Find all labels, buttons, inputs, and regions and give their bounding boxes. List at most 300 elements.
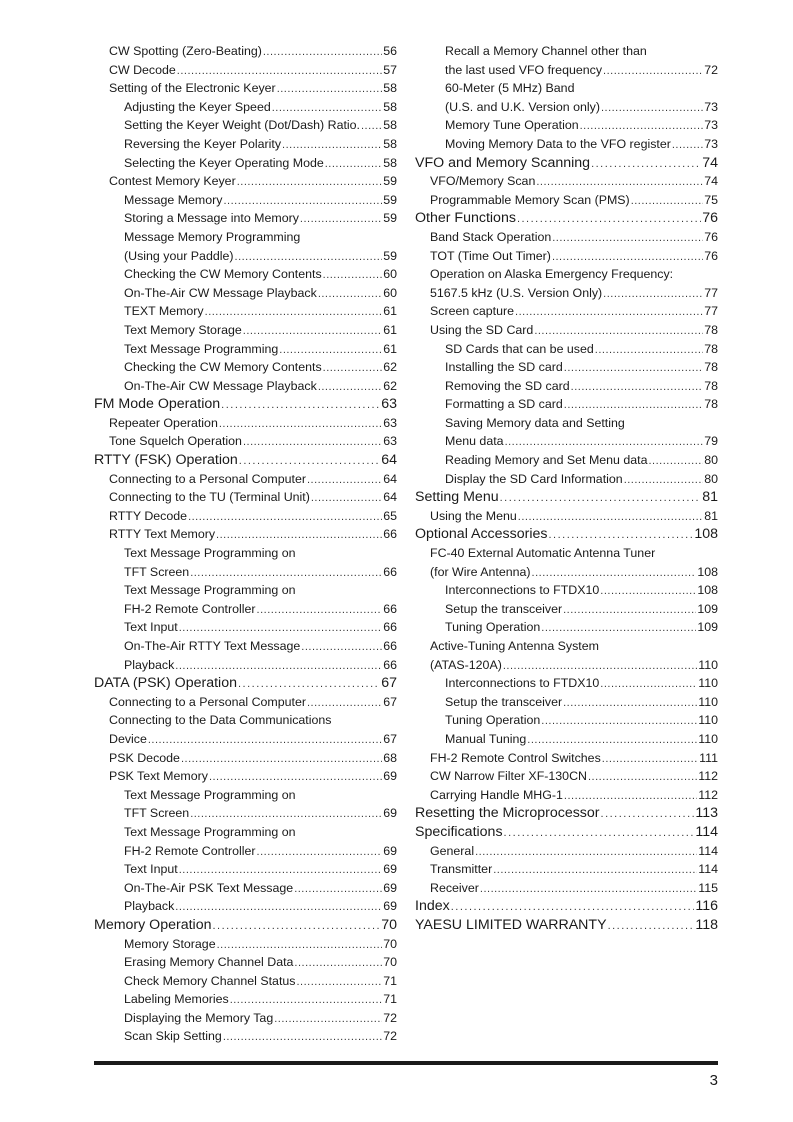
toc-entry-page: 73 <box>704 118 718 133</box>
toc-entry-label: YAESU LIMITED WARRANTY <box>415 916 607 933</box>
toc-entry-page: 81 <box>704 508 718 523</box>
toc-entry[interactable] <box>415 79 718 98</box>
toc-entry[interactable] <box>94 637 397 656</box>
toc-entry[interactable] <box>94 377 397 396</box>
toc-entry-page: 60 <box>383 285 397 300</box>
toc-entry[interactable] <box>94 916 397 935</box>
toc-entry[interactable] <box>415 693 718 712</box>
toc-entry-page: 71 <box>383 973 397 988</box>
toc-entry[interactable] <box>415 581 718 600</box>
toc-leader-dots <box>564 786 697 806</box>
toc-entry[interactable] <box>415 451 718 470</box>
toc-entry[interactable] <box>94 563 397 582</box>
toc-entry-page: 67 <box>383 694 397 709</box>
toc-entry[interactable] <box>94 61 397 80</box>
toc-leader-dots <box>325 154 382 174</box>
toc-entry[interactable] <box>415 916 718 935</box>
toc-entry-page: 66 <box>383 527 397 542</box>
toc-leader-dots <box>257 600 383 620</box>
toc-entry[interactable] <box>94 990 397 1009</box>
toc-entry-label: Optional Accessories <box>415 526 548 543</box>
toc-entry[interactable] <box>415 786 718 805</box>
toc-entry[interactable] <box>415 42 718 61</box>
toc-entry-label: Playback <box>124 899 175 914</box>
toc-entry[interactable] <box>415 340 718 359</box>
toc-leader-dots <box>282 135 382 155</box>
toc-entry-label: FH-2 Remote Controller <box>124 843 256 858</box>
toc-entry[interactable] <box>94 842 397 861</box>
toc-entry-label: Receiver <box>430 880 479 895</box>
toc-entry-label: PSK Text Memory <box>109 769 208 784</box>
toc-entry[interactable] <box>94 656 397 675</box>
toc-entry[interactable] <box>415 432 718 451</box>
toc-leader-dots <box>243 432 382 452</box>
toc-entry-page: 59 <box>383 248 397 263</box>
toc-entry-label: Text Message Programming on <box>124 583 296 598</box>
toc-entry[interactable] <box>94 135 397 154</box>
toc-entry-label: TOT (Time Out Timer) <box>430 248 551 263</box>
toc-leader-dots <box>600 674 697 694</box>
toc-entry-page: 69 <box>383 769 397 784</box>
toc-entry[interactable] <box>94 767 397 786</box>
toc-entry-label: Connecting to the Data Communications <box>109 713 332 728</box>
toc-entry-page: 115 <box>698 880 718 895</box>
toc-leader-dots <box>603 61 703 81</box>
toc-entry-page: 110 <box>698 694 718 709</box>
toc-entry-label: Saving Memory data and Setting <box>445 415 625 430</box>
toc-entry[interactable] <box>415 470 718 489</box>
toc-entry-label: VFO and Memory Scanning <box>415 154 591 171</box>
toc-entry-label: Message Memory Programming <box>124 229 301 244</box>
toc-entry[interactable] <box>94 730 397 749</box>
toc-leader-dots <box>296 972 382 992</box>
toc-entry-page: 71 <box>383 992 397 1007</box>
toc-entry-label: Connecting to the TU (Terminal Unit) <box>109 490 310 505</box>
toc-entry[interactable] <box>94 581 397 600</box>
toc-entry-page: 108 <box>694 526 718 543</box>
toc-leader-dots <box>175 656 382 676</box>
toc-entry[interactable] <box>415 544 718 563</box>
toc-entry-label: (Using your Paddle) <box>124 248 234 263</box>
toc-leader-dots <box>503 656 697 676</box>
toc-leader-dots <box>541 618 696 638</box>
toc-entry-label: Checking the CW Memory Contents <box>124 267 322 282</box>
toc-entry-label: VFO/Memory Scan <box>430 174 536 189</box>
toc-leader-dots <box>541 711 697 731</box>
toc-entry-page: 73 <box>704 136 718 151</box>
toc-entry-page: 80 <box>704 453 718 468</box>
toc-entry-page: 76 <box>704 229 718 244</box>
toc-entry[interactable] <box>415 823 718 842</box>
toc-entry-label: Selecting the Keyer Operating Mode <box>124 155 324 170</box>
toc-entry[interactable] <box>94 340 397 359</box>
toc-leader-dots <box>517 209 701 229</box>
toc-leader-dots <box>294 879 382 899</box>
toc-leader-dots <box>307 470 382 490</box>
toc-entry[interactable] <box>415 116 718 135</box>
toc-leader-dots <box>600 581 696 601</box>
toc-entry-page: 58 <box>383 99 397 114</box>
toc-entry[interactable] <box>94 191 397 210</box>
toc-entry-page: 69 <box>383 880 397 895</box>
toc-entry-label: Formatting a SD card <box>445 397 563 412</box>
toc-entry[interactable] <box>94 265 397 284</box>
toc-entry[interactable] <box>94 79 397 98</box>
toc-leader-dots <box>221 395 380 415</box>
toc-entry-page: 69 <box>383 862 397 877</box>
toc-entry-label: Tuning Operation <box>445 713 541 728</box>
toc-entry-label: RTTY Decode <box>109 508 188 523</box>
toc-entry-label: Removing the SD card <box>445 378 570 393</box>
toc-entry[interactable] <box>94 711 397 730</box>
toc-entry-label: On-The-Air CW Message Playback <box>124 378 317 393</box>
toc-leader-dots <box>532 563 697 583</box>
toc-entry-label: Display the SD Card Information <box>445 471 623 486</box>
toc-entry-page: 69 <box>383 899 397 914</box>
toc-entry[interactable] <box>94 1009 397 1028</box>
toc-entry-page: 76 <box>704 248 718 263</box>
toc-entry[interactable] <box>415 321 718 340</box>
toc-entry-page: 59 <box>383 192 397 207</box>
toc-entry-label: TEXT Memory <box>124 304 204 319</box>
toc-entry-label: Memory Storage <box>124 936 216 951</box>
toc-entry-label: Storing a Message into Memory <box>124 211 299 226</box>
toc-entry[interactable] <box>415 172 718 191</box>
toc-leader-dots <box>311 488 382 508</box>
toc-entry-label: Memory Tune Operation <box>445 118 579 133</box>
toc-entry-page: 66 <box>383 657 397 672</box>
toc-entry-label: Message Memory <box>124 192 223 207</box>
toc-entry[interactable] <box>415 749 718 768</box>
toc-entry-page: 110 <box>698 676 718 691</box>
toc-leader-dots <box>624 470 704 490</box>
toc-entry-label: Reversing the Keyer Polarity <box>124 136 282 151</box>
toc-entry-page: 61 <box>383 322 397 337</box>
toc-entry-page: 66 <box>383 620 397 635</box>
toc-entry[interactable] <box>415 377 718 396</box>
toc-entry[interactable] <box>94 786 397 805</box>
toc-entry-label: Setting the Keyer Weight (Dot/Dash) Ratio. <box>124 118 360 133</box>
toc-entry-page: 63 <box>383 434 397 449</box>
toc-leader-dots <box>148 730 382 750</box>
toc-leader-dots <box>493 860 697 880</box>
toc-entry[interactable] <box>415 656 718 675</box>
toc-entry-page: 65 <box>383 508 397 523</box>
toc-entry-label: Operation on Alaska Emergency Frequency: <box>430 267 674 282</box>
toc-entry-label: Carrying Handle MHG-1 <box>430 787 563 802</box>
toc-leader-dots <box>190 804 382 824</box>
toc-entry-page: 74 <box>704 174 718 189</box>
toc-entry[interactable] <box>415 600 718 619</box>
toc-entry[interactable] <box>94 172 397 191</box>
toc-entry[interactable] <box>94 1027 397 1046</box>
toc-entry[interactable] <box>94 247 397 266</box>
toc-entry-page: 116 <box>695 898 718 915</box>
toc-entry[interactable] <box>94 693 397 712</box>
toc-entry[interactable] <box>94 618 397 637</box>
toc-entry-label: Contest Memory Keyer <box>109 174 236 189</box>
toc-entry[interactable] <box>94 600 397 619</box>
toc-entry[interactable] <box>415 135 718 154</box>
toc-entry-label: Text Message Programming on <box>124 787 296 802</box>
toc-entry[interactable] <box>415 488 718 507</box>
toc-entry-label: CW Decode <box>109 62 176 77</box>
toc-entry[interactable] <box>415 358 718 377</box>
toc-entry-label: On-The-Air RTTY Text Message <box>124 639 301 653</box>
toc-entry-label: Index <box>415 898 450 915</box>
toc-entry-page: 78 <box>704 322 718 337</box>
toc-entry[interactable] <box>415 730 718 749</box>
toc-entry-page: 62 <box>383 360 397 375</box>
toc-leader-dots <box>527 730 697 750</box>
toc-column-right <box>415 42 718 935</box>
toc-entry[interactable] <box>94 823 397 842</box>
toc-entry[interactable] <box>94 395 397 414</box>
toc-leader-dots <box>217 935 383 955</box>
toc-entry-label: Setting Menu <box>415 489 499 506</box>
toc-entry-label: CW Narrow Filter XF-130CN <box>430 769 587 784</box>
toc-leader-dots <box>239 451 380 471</box>
toc-entry[interactable] <box>415 674 718 693</box>
toc-leader-dots <box>601 804 695 824</box>
toc-leader-dots <box>608 916 695 936</box>
toc-entry-label: Transmitter <box>430 862 493 877</box>
toc-entry-page: 78 <box>704 397 718 412</box>
toc-leader-dots <box>235 247 383 267</box>
toc-entry-page: 66 <box>383 601 397 616</box>
toc-leader-dots <box>515 302 703 322</box>
toc-leader-dots <box>518 507 703 527</box>
toc-leader-dots <box>504 823 695 843</box>
toc-entry[interactable] <box>94 98 397 117</box>
toc-leader-dots <box>175 897 382 917</box>
toc-leader-dots <box>318 284 382 304</box>
toc-entry[interactable] <box>94 972 397 991</box>
toc-entry[interactable] <box>94 674 397 693</box>
toc-leader-dots <box>563 600 696 620</box>
toc-entry-label: (ATAS-120A) <box>430 657 502 672</box>
toc-entry-page: 81 <box>702 489 718 506</box>
toc-entry-label: Using the Menu <box>430 508 517 523</box>
toc-entry[interactable] <box>415 209 718 228</box>
toc-entry-label: Active-Tuning Antenna System <box>430 639 599 653</box>
toc-entry-page: 72 <box>704 62 718 77</box>
toc-entry[interactable] <box>94 414 397 433</box>
toc-entry-label: PSK Decode <box>109 750 180 765</box>
toc-entry[interactable] <box>415 563 718 582</box>
toc-entry[interactable] <box>94 284 397 303</box>
toc-entry[interactable] <box>94 879 397 898</box>
toc-entry-page: 111 <box>699 750 718 765</box>
toc-leader-dots <box>177 61 382 81</box>
toc-entry-label: Tone Squelch Operation <box>109 434 242 449</box>
toc-leader-dots <box>649 451 704 471</box>
toc-entry[interactable] <box>415 711 718 730</box>
toc-entry-label: TFT Screen <box>124 806 190 821</box>
toc-entry-page: 114 <box>695 823 718 840</box>
toc-leader-dots <box>500 488 702 508</box>
toc-entry-page: 70 <box>383 955 397 970</box>
footer-rule <box>94 1061 718 1065</box>
toc-entry-label: Text Message Programming <box>124 341 279 356</box>
toc-entry-label: Using the SD Card <box>430 322 534 337</box>
toc-entry[interactable] <box>415 804 718 823</box>
toc-entry-page: 113 <box>695 805 718 822</box>
toc-leader-dots <box>179 860 382 880</box>
toc-entry[interactable] <box>94 897 397 916</box>
toc-entry-page: 62 <box>383 378 397 393</box>
toc-entry[interactable] <box>415 395 718 414</box>
toc-entry[interactable] <box>415 191 718 210</box>
toc-entry[interactable] <box>415 154 718 173</box>
toc-leader-dots <box>564 395 703 415</box>
toc-leader-dots <box>209 767 382 787</box>
toc-entry[interactable] <box>415 842 718 861</box>
toc-entry[interactable] <box>94 470 397 489</box>
toc-entry-page: 60 <box>383 267 397 282</box>
toc-entry-label: Screen capture <box>430 304 515 319</box>
toc-entry[interactable] <box>94 488 397 507</box>
toc-entry-label: Setup the transceiver <box>445 601 563 616</box>
toc-entry[interactable] <box>94 116 397 135</box>
toc-leader-dots <box>672 135 703 155</box>
toc-entry-page: 112 <box>698 769 718 784</box>
toc-entry[interactable] <box>94 525 397 544</box>
toc-entry-label: Scan Skip Setting <box>124 1029 222 1044</box>
toc-entry-label: FC-40 External Automatic Antenna Tuner <box>430 546 656 561</box>
toc-entry[interactable] <box>94 302 397 321</box>
toc-entry-page: 110 <box>698 657 718 672</box>
toc-entry-label: (for Wire Antenna) <box>430 564 531 579</box>
toc-leader-dots <box>300 209 382 229</box>
toc-leader-dots <box>238 674 380 694</box>
toc-leader-dots <box>588 767 697 787</box>
toc-entry[interactable] <box>415 284 718 303</box>
toc-entry[interactable] <box>415 637 718 656</box>
toc-entry-page: 67 <box>383 731 397 746</box>
toc-entry[interactable] <box>415 879 718 898</box>
toc-entry-label: Band Stack Operation <box>430 229 552 244</box>
toc-entry[interactable] <box>94 804 397 823</box>
toc-leader-dots <box>257 842 383 862</box>
toc-entry-page: 58 <box>383 118 397 133</box>
toc-entry[interactable] <box>415 265 718 284</box>
toc-entry[interactable] <box>94 953 397 972</box>
toc-entry-label: Setting of the Electronic Keyer <box>109 81 276 96</box>
toc-entry-page: 108 <box>697 583 718 598</box>
toc-entry-page: 76 <box>702 210 718 227</box>
toc-leader-dots <box>601 98 703 118</box>
toc-entry-label: FM Mode Operation <box>94 396 221 413</box>
toc-entry-page: 73 <box>704 99 718 114</box>
toc-leader-dots <box>263 42 382 62</box>
toc-entry-label: Other Functions <box>415 210 516 227</box>
toc-entry-label: (U.S. and U.K. Version only) <box>445 99 600 114</box>
toc-entry[interactable] <box>415 525 718 544</box>
toc-leader-dots <box>564 358 703 378</box>
toc-leader-dots <box>301 637 382 657</box>
toc-leader-dots <box>318 377 382 397</box>
toc-entry[interactable] <box>415 897 718 916</box>
toc-leader-dots <box>475 842 697 862</box>
toc-entry-page: 80 <box>704 471 718 486</box>
toc-entry[interactable] <box>415 302 718 321</box>
toc-entry-page: 110 <box>698 713 718 728</box>
toc-leader-dots <box>480 879 697 899</box>
toc-leader-dots <box>451 897 695 917</box>
toc-entry-label: RTTY (FSK) Operation <box>94 452 238 469</box>
toc-entry[interactable] <box>415 767 718 786</box>
toc-entry[interactable] <box>415 228 718 247</box>
toc-entry[interactable] <box>94 860 397 879</box>
toc-entry-page: 114 <box>698 843 718 858</box>
toc-entry-page: 77 <box>704 285 718 300</box>
toc-entry[interactable] <box>94 544 397 563</box>
toc-column-left <box>94 42 397 1046</box>
toc-entry-page: 66 <box>383 639 397 653</box>
toc-entry[interactable] <box>94 209 397 228</box>
toc-leader-dots <box>216 525 382 545</box>
toc-entry[interactable] <box>94 935 397 954</box>
toc-entry-page: 77 <box>704 304 718 319</box>
toc-entry-label: Moving Memory Data to the VFO register <box>445 136 671 151</box>
toc-entry-page: 72 <box>383 1029 397 1044</box>
toc-entry[interactable] <box>94 507 397 526</box>
toc-entry[interactable] <box>415 247 718 266</box>
toc-entry[interactable] <box>94 358 397 377</box>
toc-entry-label: Installing the SD card <box>445 360 563 375</box>
toc-leader-dots <box>294 953 382 973</box>
toc-entry-page: 78 <box>704 360 718 375</box>
toc-entry[interactable] <box>94 154 397 173</box>
toc-entry-label: Tuning Operation <box>445 620 541 635</box>
toc-entry-label: Memory Operation <box>94 916 212 933</box>
toc-leader-dots <box>205 302 383 322</box>
toc-entry[interactable] <box>94 451 397 470</box>
toc-entry-label: Interconnections to FTDX10 <box>445 676 600 691</box>
toc-leader-dots <box>274 1009 382 1029</box>
toc-entry[interactable] <box>415 61 718 80</box>
toc-entry-page: 70 <box>383 936 397 951</box>
toc-entry[interactable] <box>94 42 397 61</box>
toc-entry-page: 63 <box>381 396 397 413</box>
toc-entry[interactable] <box>94 749 397 768</box>
toc-entry[interactable] <box>415 507 718 526</box>
toc-entry-page: 68 <box>383 750 397 765</box>
toc-entry-page: 69 <box>383 806 397 821</box>
toc-entry[interactable] <box>94 228 397 247</box>
toc-entry[interactable] <box>415 98 718 117</box>
toc-entry-label: General <box>430 843 475 858</box>
toc-leader-dots <box>272 98 382 118</box>
toc-entry[interactable] <box>94 432 397 451</box>
toc-entry-label: Resetting the Microprocessor <box>415 805 600 822</box>
toc-entry-label: Menu data <box>445 434 504 449</box>
toc-entry[interactable] <box>94 321 397 340</box>
toc-entry[interactable] <box>415 414 718 433</box>
toc-entry[interactable] <box>415 860 718 879</box>
toc-entry-page: 58 <box>383 81 397 96</box>
toc-entry-label: Checking the CW Memory Contents <box>124 360 322 375</box>
toc-entry-label: Check Memory Channel Status <box>124 973 296 988</box>
toc-entry-label: FH-2 Remote Control Switches <box>430 750 601 765</box>
toc-leader-dots <box>188 507 382 527</box>
toc-entry[interactable] <box>415 618 718 637</box>
toc-leader-dots <box>580 116 704 136</box>
toc-leader-dots <box>603 284 703 304</box>
toc-leader-dots <box>571 377 704 397</box>
toc-entry-page: 64 <box>381 452 397 469</box>
